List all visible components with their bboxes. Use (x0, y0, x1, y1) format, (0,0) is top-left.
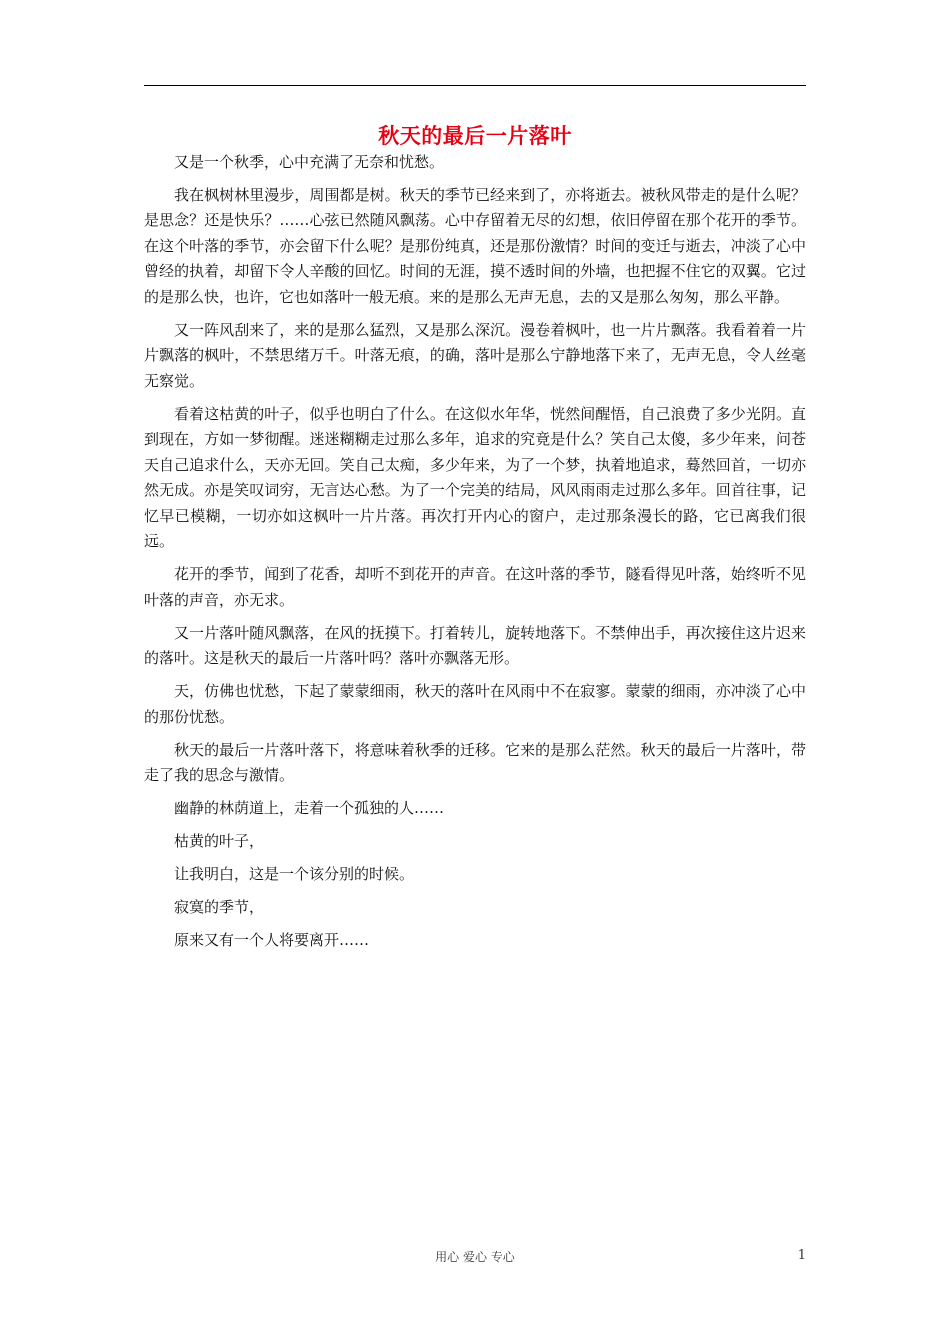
document-body (144, 150, 806, 961)
paragraph: 天，仿佛也忧愁，下起了蒙蒙细雨，秋天的落叶在风雨中不在寂寥。蒙蒙的细雨，亦冲淡了心中的那份忧愁。 (144, 682, 806, 726)
poem-line: 让我明白，这是一个该分别的时候。 (174, 865, 415, 883)
paragraph: 秋天的最后一片落叶落下，将意味着秋季的迁移。它来的是那么茫然。秋天的最后一片落叶，带走了我的思念与激情。 (144, 740, 806, 784)
paragraph: 花开的季节，闻到了花香，却听不到花开的声音。在这叶落的季节，隧看得见叶落，始终听不见叶落的声音，亦无求。 (144, 565, 806, 609)
poem-line: 幽静的林荫道上，走着一个孤独的人…… (174, 799, 445, 817)
paragraph: 又一阵风刮来了，来的是那么猛烈，又是那么深沉。漫卷着枫叶，也一片片飘落。我看着着一片片飘落的枫叶，不禁思绪万千。叶落无痕，的确，落叶是那么宁静地落下来了，无声无息，令人丝毫无察觉。 (144, 320, 806, 390)
poem-line: 寂寞的季节， (174, 898, 265, 916)
footer-text: 用心 爱心 专心 (435, 1250, 515, 1264)
poem-line: 原来又有一个人将要离开…… (174, 931, 370, 949)
paragraph: 我在枫树林里漫步，周围都是树。秋天的季节已经来到了，亦将逝去。被秋风带走的是什么呢？是思念？还是快乐？……心弦已然随风飘荡。心中存留着无尽的幻想，依旧停留在那个花开的季节。在这个叶落的季节，亦会留下什么呢？是那份纯真，还是那份激情？时间的变迁与逝去，冲淡了心中曾经的执着，却留下令人辛酸的回忆。时间的无涯，摸不透时间的外墙，也把握不住它的双翼。它过的是那么快，也许，它也如落叶一般无痕。来的是那么无声无息，去的又是那么匆匆，那么平静。 (144, 185, 806, 306)
poem-line: 枯黄的叶子， (174, 832, 265, 850)
paragraph: 又是一个秋季，心中充满了无奈和忧愁。 (174, 153, 445, 171)
paragraph: 又一片落叶随风飘落，在风的抚摸下。打着转儿，旋转地落下。不禁伸出手，再次接住这片迟来的落叶。这是秋天的最后一片落叶吗？落叶亦飘落无形。 (144, 623, 806, 667)
document-title: 秋天的最后一片落叶 (378, 123, 572, 148)
header-rule (144, 85, 806, 86)
page-number: 1 (797, 1248, 806, 1263)
paragraph: 看着这枯黄的叶子，似乎也明白了什么。在这似水年华，恍然间醒悟，自己浪费了多少光阴。直到现在，方如一梦彻醒。迷迷糊糊走过那么多年，追求的究竟是什么？笑自己太傻，多少年来，问苍天自己追求什么，天亦无回。笑自己太痴，多少年来，为了一个梦，执着地追求，蓦然回首，一切亦然无成。亦是笑叹词穷，无言达心愁。为了一个完美的结局，风风雨雨走过那么多年。回首往事，记忆早已模糊，一切亦如这枫叶一片片落。再次打开内心的窗户，走过那条漫长的路，它已离我们很远。 (144, 404, 806, 550)
